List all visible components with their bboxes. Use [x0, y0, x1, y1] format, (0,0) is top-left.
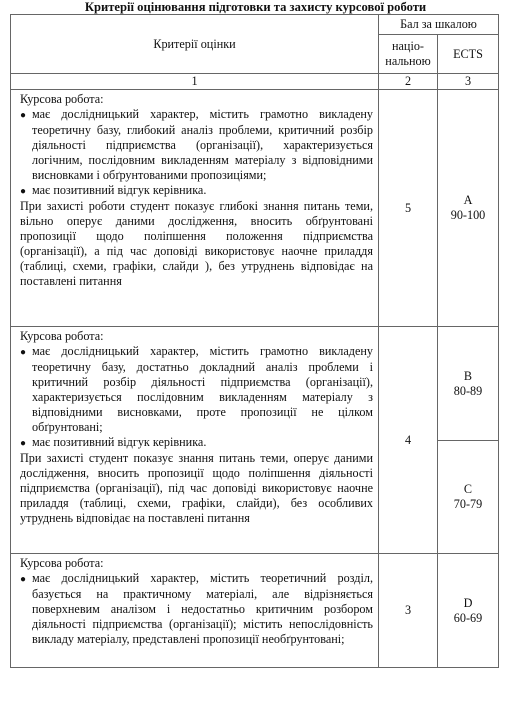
- ects-range: 70-79: [453, 497, 483, 511]
- ects-letter: D: [463, 595, 473, 610]
- ects-grade: [438, 554, 499, 668]
- column-number-3: 3: [438, 74, 499, 90]
- criteria-bullet-text: має дослідницький характер, містить грамотно викладену теоретичну базу, достатньо докладний аналіз проблеми і критичний розбір діяльності підприємства (організації), характеризується послідовним викладенням матеріалу з відповідними висновками, проте пропозиції не цілком обґрунтовані;: [32, 344, 373, 434]
- ects-grade: [438, 90, 499, 327]
- criteria-table: [10, 14, 499, 668]
- criteria-cell-grade-4: [11, 327, 379, 554]
- bullet-icon: ●: [20, 347, 27, 358]
- header-ects: ECTS: [438, 35, 499, 74]
- page-title: Критерії оцінювання підготовки та захисту курсової роботи: [84, 0, 427, 14]
- column-number-2: 2: [379, 74, 438, 90]
- national-grade: 5: [379, 90, 438, 327]
- header-scale: Бал за шкалою: [379, 15, 499, 35]
- criteria-bullet: [20, 107, 373, 183]
- ects-letter: B: [463, 368, 473, 383]
- ects-letter: A: [463, 193, 473, 207]
- bullet-icon: ●: [20, 110, 27, 121]
- national-grade: 3: [379, 554, 438, 668]
- ects-range: 80-89: [453, 383, 483, 398]
- criteria-bullet: [20, 183, 373, 199]
- header-national: [379, 35, 438, 74]
- criteria-bullet-text: має дослідницький характер, містить грамотно викладену теоретичну базу, глибокий аналіз проблеми, критичний розбір діяльності підприємства (організації), характеризується логічним, послідовним викладенням матеріалу з відповідними висновками і обґрунтованими пропозиціями;: [32, 107, 373, 182]
- ects-grade: [438, 441, 499, 554]
- criteria-defense: При захисті роботи студент показує глибокі знання питань теми, вільно оперує даними дослідження, вносить обґрунтовані пропозиції щодо поліпшення положення підприємства (організації), а під час доповіді використовує наочне приладдя (таблиці, схеми, графіки, слайди ), без утруднень відповідає на поставлені питання: [20, 199, 373, 288]
- criteria-intro: Курсова робота:: [20, 92, 104, 106]
- ects-grade: [438, 327, 499, 441]
- criteria-bullet: [20, 344, 373, 435]
- column-number-1: 1: [11, 74, 379, 90]
- national-grade: 4: [379, 327, 438, 554]
- header-national-line1: націо-: [392, 39, 424, 53]
- bullet-icon: ●: [20, 186, 27, 197]
- criteria-intro: Курсова робота:: [20, 329, 104, 343]
- criteria-bullet-text: має позитивний відгук керівника.: [32, 183, 207, 197]
- criteria-cell-grade-5: [11, 90, 379, 327]
- criteria-bullet-text: має дослідницький характер, містить теоретичний розділ, базується на практичному матеріалі, але відрізняється поверхневим аналізом і недостатньо критичним розбором діяльності підприємства (організації); містить непослідовність викладу матеріалу, представлені пропозиції необґрунтовані;: [32, 571, 373, 646]
- header-criteria: Критерії оцінки: [11, 15, 379, 74]
- criteria-cell-grade-3: [11, 554, 379, 668]
- ects-letter: C: [463, 482, 473, 496]
- criteria-intro: Курсова робота:: [20, 556, 104, 570]
- bullet-icon: ●: [20, 438, 27, 449]
- ects-range: 90-100: [450, 208, 486, 222]
- header-national-line2: нальною: [385, 54, 431, 68]
- criteria-defense: При захисті студент показує знання питань теми, оперує даними дослідження, вносить пропозиції щодо поліпшення діяльності підприємства (організації), під час доповіді використовує наочне приладдя (таблиці, схеми, графіки, слайди), без особливих утруднень відповідає на поставлені питання: [20, 451, 373, 525]
- bullet-icon: ●: [20, 574, 27, 585]
- criteria-bullet: [20, 571, 373, 647]
- ects-range: 60-69: [453, 610, 483, 625]
- criteria-bullet-text: має позитивний відгук керівника.: [32, 435, 207, 449]
- criteria-bullet: [20, 435, 373, 451]
